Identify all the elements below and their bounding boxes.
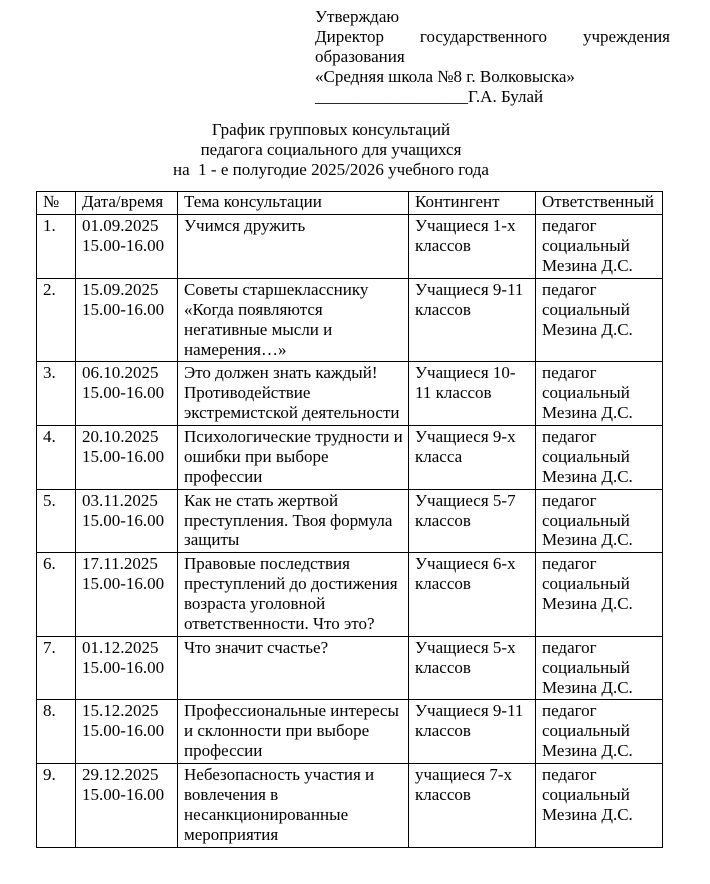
schedule-table [36,191,663,847]
cell-topic: Учимся дружить [178,215,409,279]
cell-number: 2. [37,278,76,362]
cell-responsible: педагог социальный Мезина Д.С. [536,215,663,279]
date-text: 01.09.2025 [82,216,159,236]
time-text: 15.00-16.00 [82,784,165,804]
cell-number: 3. [37,362,76,426]
cell-number: 7. [37,636,76,700]
table-row [37,553,663,637]
time-text: 15.00-16.00 [82,657,165,677]
cell-topic: Правовые последствия преступлений до достижения возраста уголовной ответственности. Что это? [178,553,409,637]
cell-number: 9. [37,764,76,848]
time-text: 15.00-16.00 [82,446,165,466]
table-row [37,636,663,700]
cell-responsible: педагог социальный Мезина Д.С. [536,489,663,553]
date-text: 01.12.2025 [82,637,159,657]
cell-datetime [76,489,178,553]
header-cell-topic: Тема консультации [178,192,409,215]
cell-number: 8. [37,700,76,764]
cell-responsible: педагог социальный Мезина Д.С. [536,764,663,848]
cell-datetime [76,362,178,426]
date-text: 06.10.2025 [82,363,159,383]
approval-block [315,7,670,107]
date-text: 03.11.2025 [82,490,158,510]
date-text: 15.09.2025 [82,279,159,299]
cell-contingent: Учащиеся 9-11 классов [409,278,536,362]
table-row [37,278,663,362]
cell-datetime [76,278,178,362]
cell-number: 4. [37,426,76,490]
approval-line-director: Директор государственного учреждения образования [315,27,670,67]
cell-responsible: педагог социальный Мезина Д.С. [536,553,663,637]
cell-topic: Как не стать жертвой преступления. Твоя формула защиты [178,489,409,553]
table-row [37,489,663,553]
cell-contingent: Учащиеся 9-11 классов [409,700,536,764]
time-text: 15.00-16.00 [82,299,165,319]
date-text: 29.12.2025 [82,765,159,784]
document-title [36,120,626,180]
time-text: 15.00-16.00 [82,574,165,594]
table-row [37,215,663,279]
cell-contingent: Учащиеся 6-х классов [409,553,536,637]
cell-contingent: Учащиеся 1-х классов [409,215,536,279]
cell-topic: Психологические трудности и ошибки при выборе профессии [178,426,409,490]
date-text: 15.12.2025 [82,701,159,721]
cell-contingent: Учащиеся 9-х класса [409,426,536,490]
time-text: 15.00-16.00 [82,510,165,530]
date-text: 17.11.2025 [82,554,158,574]
cell-contingent: Учащиеся 5-7 классов [409,489,536,553]
approval-line-school: «Средняя школа №8 г. Волковыска» [315,67,575,87]
cell-contingent: Учащиеся 5-х классов [409,636,536,700]
title-line-2: педагога социального для учащихся [200,140,462,160]
cell-topic: Это должен знать каждый! Противодействие экстремистской деятельности [178,362,409,426]
cell-datetime [76,764,178,848]
cell-number: 5. [37,489,76,553]
date-text: 20.10.2025 [82,427,159,446]
cell-number: 6. [37,553,76,637]
cell-topic: Советы старшекласснику «Когда появляются негативные мысли и намерения…» [178,278,409,362]
header-cell-number: № [37,192,76,215]
table-row [37,764,663,848]
cell-topic: Что значит счастье? [178,636,409,700]
cell-responsible: педагог социальный Мезина Д.С. [536,278,663,362]
table-row [37,426,663,490]
header-cell-responsible: Ответственный [536,192,663,215]
title-line-3: на 1 - е полугодие 2025/2026 учебного года [173,160,489,180]
cell-responsible: педагог социальный Мезина Д.С. [536,636,663,700]
cell-contingent: учащиеся 7-х классов [409,764,536,848]
cell-datetime [76,426,178,490]
cell-topic: Небезопасность участия и вовлечения в несанкционированные мероприятия [178,764,409,848]
cell-responsible: педагог социальный Мезина Д.С. [536,426,663,490]
time-text: 15.00-16.00 [82,236,165,256]
cell-datetime [76,553,178,637]
cell-topic: Профессиональные интересы и склонности при выборе профессии [178,700,409,764]
table-row [37,700,663,764]
time-text: 15.00-16.00 [82,383,165,403]
header-cell-contingent: Контингент [409,192,536,215]
cell-responsible: педагог социальный Мезина Д.С. [536,700,663,764]
table-header-row [37,192,663,215]
cell-contingent: Учащиеся 10-11 классов [409,362,536,426]
cell-datetime [76,636,178,700]
cell-responsible: педагог социальный Мезина Д.С. [536,362,663,426]
time-text: 15.00-16.00 [82,721,165,741]
cell-datetime [76,700,178,764]
table-row [37,362,663,426]
approval-line-utverzhdayu: Утверждаю [315,7,400,26]
approval-signature-line: __________________Г.А. Булай [315,87,544,107]
header-cell-datetime: Дата/время [76,192,178,215]
cell-number: 1. [37,215,76,279]
title-line-1: График групповых консультаций [211,120,451,140]
cell-datetime [76,215,178,279]
